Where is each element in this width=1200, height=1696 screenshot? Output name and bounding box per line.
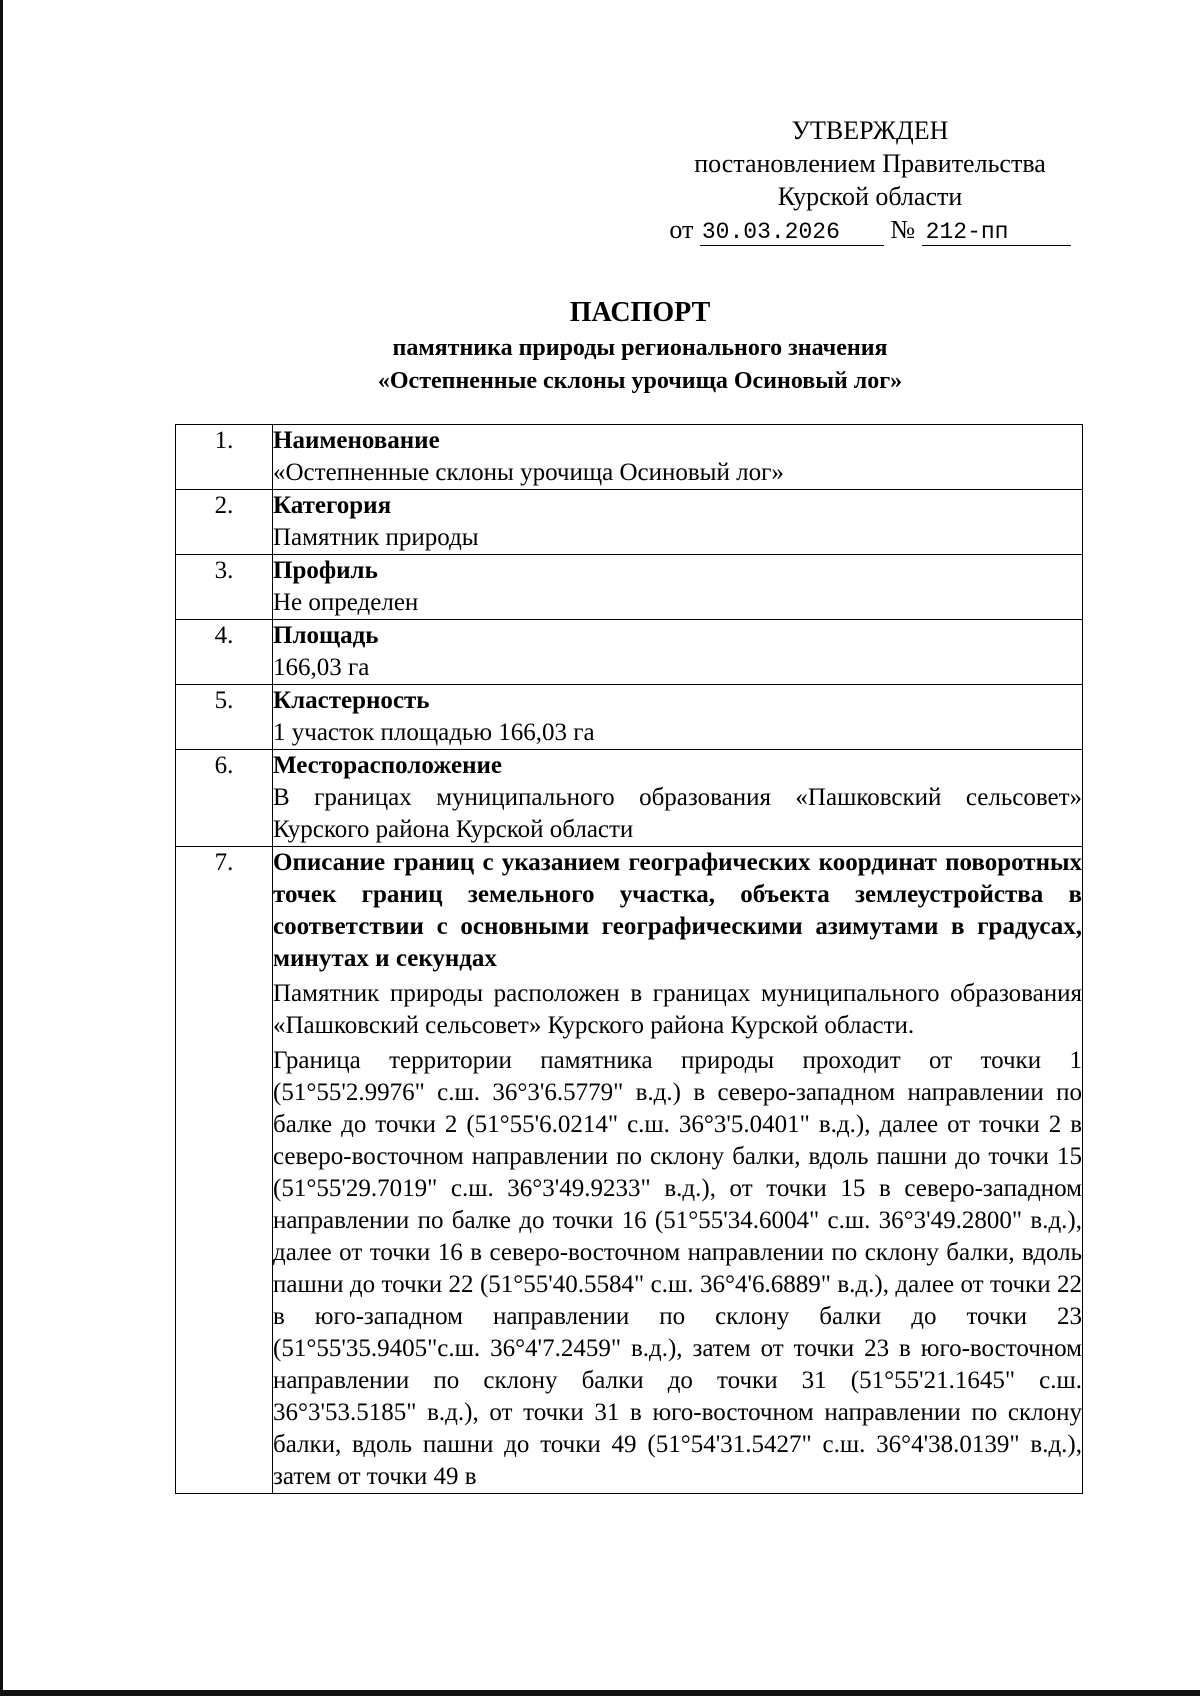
row-number: 6. [176, 750, 273, 847]
approval-block [660, 114, 1080, 246]
row-heading: Наименование [273, 427, 440, 454]
table-row [176, 555, 1083, 620]
row-value: Памятник природы [273, 524, 479, 551]
decree-date: 30.03.2026 [700, 219, 884, 246]
approval-title: УТВЕРЖДЕН [791, 116, 949, 145]
from-label: от [669, 215, 694, 244]
row-value: 1 участок площадью 166,03 га [273, 719, 595, 746]
row-value: «Остепненные склоны урочища Осиновый лог» [273, 459, 784, 486]
row-heading: Месторасположение [273, 752, 502, 779]
row-content [273, 685, 1083, 750]
row-value: 166,03 га [273, 654, 370, 681]
table-row [176, 685, 1083, 750]
row-number: 1. [176, 425, 273, 490]
row-content [273, 750, 1083, 847]
decree-number: 212-пп [922, 219, 1071, 246]
title-main: ПАСПОРТ [569, 297, 711, 328]
row-value: Не определен [273, 589, 419, 616]
number-label: № [890, 215, 916, 244]
row-number: 7. [176, 847, 273, 1494]
table-row [176, 425, 1083, 490]
row-heading: Кластерность [273, 687, 430, 714]
scan-edge-left [0, 0, 3, 1696]
row-number: 5. [176, 685, 273, 750]
row-content [273, 620, 1083, 685]
row-content [273, 490, 1083, 555]
title-sub-1: памятника природы регионального значения [392, 335, 888, 361]
approval-date-number [660, 213, 1080, 246]
row-content [273, 847, 1083, 1494]
table-row [176, 750, 1083, 847]
passport-table [175, 424, 1083, 1494]
row-value: В границах муниципального образования «Пашковский сельсовет» Курского района Курской области [273, 784, 1082, 843]
boundary-paragraph-1: Памятник природы расположен в границах муниципального образования «Пашковский сельсовет» Курского района Курской области. [273, 980, 1082, 1039]
table-row [176, 847, 1083, 1494]
row-number: 4. [176, 620, 273, 685]
row-heading: Профиль [273, 557, 378, 584]
boundary-paragraph-2: Граница территории памятника природы проходит от точки 1 (51°55'2.9976" с.ш. 36°3'6.5779" в.д.) в северо-западном направлении по балке до точки 2 (51°55'6.0214" с.ш. 36°3'5.0401" в.д.), далее от точки 2 в северо-восточном направлении по склону балки, вдоль пашни до точки 15 (51°55'29.7019" с.ш. 36°3'49.9233" в.д.), от точки 15 в северо-западном направлении по балке до точки 16 (51°55'34.6004" с.ш. 36°3'49.2800" в.д.), далее от точки 16 в северо-восточном направлении по склону балки, вдоль пашни до точки 22 (51°55'40.5584" с.ш. 36°4'6.6889" в.д.), далее от точки 22 в юго-западном направлении по склону балки до точки 23 (51°55'35.9405"с.ш. 36°4'7.2459" в.д.), затем от точки 23 в юго-восточном направлении по склону балки до точки 31 (51°55'21.1645" с.ш. 36°3'53.5185" в.д.), от точки 31 в юго-восточном направлении по склону балки, вдоль пашни до точки 49 (51°54'31.5427" с.ш. 36°4'38.0139" в.д.), затем от точки 49 в [273, 1047, 1082, 1490]
row-heading: Описание границ с указанием географических координат поворотных точек границ земельного участка, объекта землеустройства в соответствии с основными географическими азимутами в градусах, минутах и секундах [273, 849, 1082, 972]
scan-edge-bottom [0, 1690, 1200, 1696]
row-number: 3. [176, 555, 273, 620]
row-heading: Площадь [273, 622, 379, 649]
document-title [180, 294, 1100, 398]
row-content [273, 425, 1083, 490]
approval-decree: постановлением Правительства [694, 149, 1046, 178]
approval-region: Курской области [777, 182, 963, 211]
row-content [273, 555, 1083, 620]
table-row [176, 490, 1083, 555]
row-heading: Категория [273, 492, 392, 519]
title-sub-2: «Остепненные склоны урочища Осиновый лог» [377, 368, 903, 394]
table-row [176, 620, 1083, 685]
row-number: 2. [176, 490, 273, 555]
